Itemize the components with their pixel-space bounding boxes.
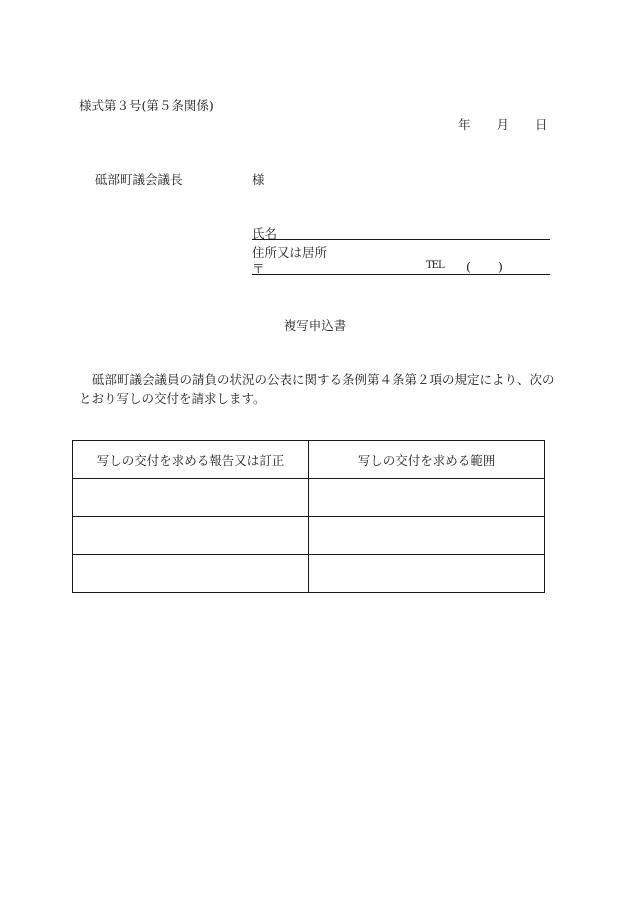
table-cell-report[interactable]: [73, 479, 309, 517]
table-cell-scope[interactable]: [309, 555, 545, 593]
date-day-label: 日: [535, 117, 548, 132]
table-cell-report[interactable]: [73, 555, 309, 593]
honorific: 様: [252, 172, 265, 187]
tel-label: TEL: [426, 260, 444, 271]
postal-tel-field[interactable]: [252, 259, 550, 275]
name-field[interactable]: [252, 224, 550, 240]
date-line: [458, 115, 548, 133]
body-text: 砥部町議会議員の請負の状況の公表に関する条例第４条第２項の規定により、次のとおり写しの交付を請求します。: [79, 372, 555, 406]
date-month-label: 月: [496, 117, 510, 132]
table-header-scope: 写しの交付を求める範囲: [309, 441, 545, 479]
table-row: [73, 479, 545, 517]
tel-paren-open: (: [466, 259, 471, 274]
postal-mark: 〒: [252, 261, 265, 276]
table-cell-report[interactable]: [73, 517, 309, 555]
name-label: 氏名: [252, 226, 278, 241]
form-number: 様式第３号(第５条関係): [79, 98, 214, 113]
body-paragraph: [79, 370, 559, 408]
table-cell-scope[interactable]: [309, 517, 545, 555]
table-cell-scope[interactable]: [309, 479, 545, 517]
table-header-row: [73, 441, 545, 479]
table-row: [73, 517, 545, 555]
address-label: 住所又は居所: [252, 245, 328, 260]
tel-paren-close: ): [498, 259, 503, 274]
document-title: 複写申込書: [283, 318, 347, 333]
request-table: [72, 440, 545, 593]
recipient: 砥部町議会議長: [95, 172, 183, 187]
table-row: [73, 555, 545, 593]
date-year-label: 年: [458, 117, 471, 132]
table-header-report: 写しの交付を求める報告又は訂正: [73, 441, 309, 479]
